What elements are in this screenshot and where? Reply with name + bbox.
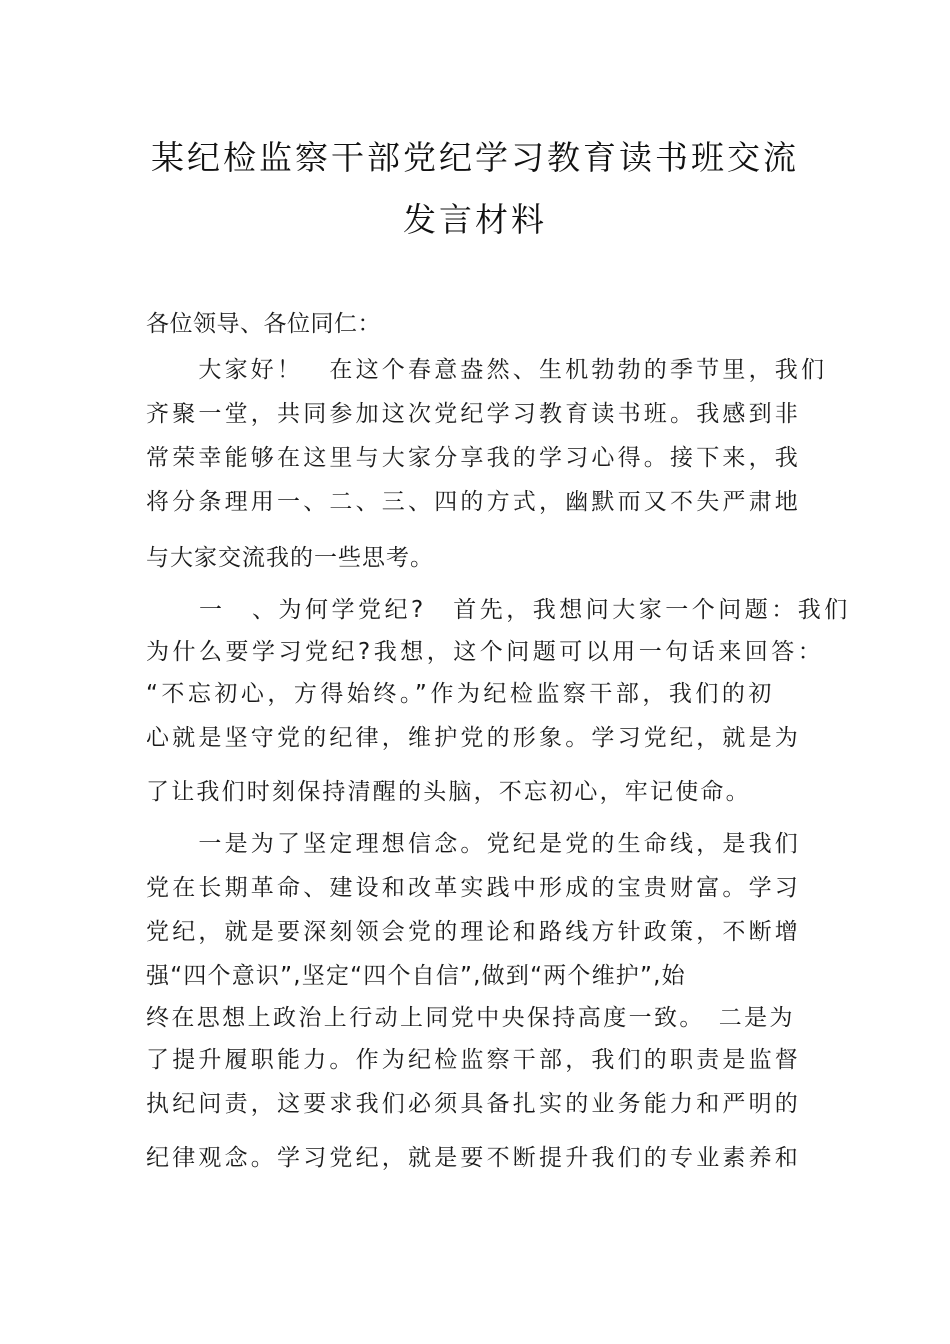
body-text-line: 党纪，就是要深刻领会党的理论和路线方针政策，不断增 (146, 919, 801, 945)
body-text-line: 常荣幸能够在这里与大家分享我的学习心得。接下来，我 (146, 445, 801, 471)
body-text-line: 为什么要学习党纪?我想，这个问题可以用一句话来回答： (146, 639, 825, 665)
body-text-line: “不忘初心，方得始终。”作为纪检监察干部，我们的初 (146, 681, 775, 707)
body-text-line: 终在思想上政治上行动上同党中央保持高度一致。 二是为 (146, 1005, 795, 1031)
body-text-line: 一 、为何学党纪? 首先，我想问大家一个问题：我们 (146, 597, 851, 623)
body-text-line: 纪律观念。学习党纪，就是要不断提升我们的专业素养和 (146, 1145, 801, 1171)
body-text-line: 党在长期革命、建设和改革实践中形成的宝贵财富。学习 (146, 875, 801, 901)
body-text-line: 强“四个意识”,坚定“四个自信”,做到“两个维护”,始 (146, 963, 686, 989)
body-text-line: 心就是坚守党的纪律，维护党的形象。学习党纪，就是为 (146, 725, 801, 751)
body-text-line: 了提升履职能力。作为纪检监察干部，我们的职责是监督 (146, 1047, 801, 1073)
body-text-line: 一是为了坚定理想信念。党纪是党的生命线，是我们 (146, 831, 801, 857)
body-text-line: 将分条理用一、二、三、四的方式，幽默而又不失严肃地 (146, 489, 801, 515)
body-text-line: 与大家交流我的一些思考。 (146, 545, 434, 571)
salutation-line: 各位领导、各位同仁： (146, 311, 381, 337)
body-text-line: 齐聚一堂，共同参加这次党纪学习教育读书班。我感到非 (146, 401, 801, 427)
body-text-line: 了让我们时刻保持清醒的头脑，不忘初心，牢记使命。 (146, 779, 751, 805)
document-title-line-2: 发言材料 (403, 200, 547, 239)
body-text-line: 大家好！ 在这个春意盎然、生机勃勃的季节里，我们 (146, 357, 828, 383)
document-title-line-1: 某纪检监察干部党纪学习教育读书班交流 (151, 138, 799, 177)
body-text-line: 执纪问责，这要求我们必须具备扎实的业务能力和严明的 (146, 1091, 801, 1117)
